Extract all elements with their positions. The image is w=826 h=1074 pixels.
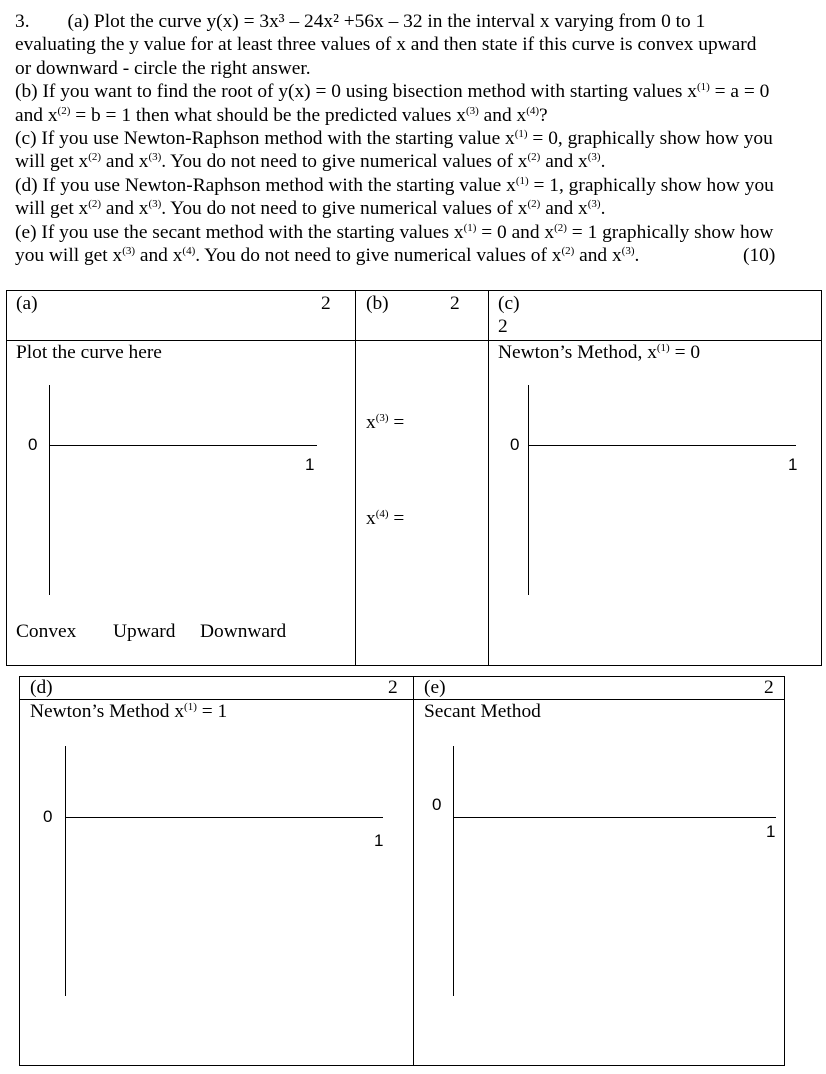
- part-d-text: will get x: [15, 198, 89, 220]
- part-e-text: = 0 and x: [476, 221, 555, 243]
- newton-c-title-text: Newton’s Method, x: [498, 342, 657, 363]
- part-a-text-2: evaluating the y value for at least three values of x and then state if this curve is convex upward: [15, 34, 757, 56]
- newton-c-title: [498, 342, 700, 364]
- part-e-text: and x: [574, 245, 622, 267]
- plot-c-one-label: 1: [788, 455, 798, 474]
- superscript: (1): [696, 81, 710, 94]
- part-c-text: . You do not need to give numerical values of x: [161, 151, 528, 173]
- cell-b-points: 2: [450, 293, 460, 314]
- superscript: (4): [182, 245, 196, 258]
- question-line-9: [15, 197, 815, 220]
- superscript: (2): [88, 151, 102, 164]
- cell-c-label: (c): [498, 293, 520, 314]
- superscript: (2): [527, 198, 541, 211]
- cell-c-points: 2: [498, 316, 508, 337]
- question-number: 3.: [15, 11, 30, 32]
- x3-var: x: [366, 412, 376, 433]
- plot-c-zero-label: 0: [510, 435, 520, 454]
- part-c-text: (c) If you use Newton-Raphson method with the starting value x: [15, 128, 515, 150]
- part-b-text: and x: [15, 104, 58, 126]
- x3-answer-label: [366, 412, 404, 434]
- superscript: (2): [561, 245, 575, 258]
- superscript: (2): [57, 104, 71, 117]
- superscript: (3): [465, 104, 479, 117]
- plot-e-one-label: 1: [766, 822, 776, 841]
- cell-e-label: (e): [424, 677, 446, 698]
- x4-var: x: [366, 508, 376, 529]
- plot-a-x-axis: [49, 445, 317, 446]
- part-d-text: . You do not need to give numerical values of x: [161, 198, 528, 220]
- part-b-text: = b = 1 then what should be the predicted values x: [70, 104, 466, 126]
- part-c-text: = 0, graphically show how you: [527, 128, 773, 150]
- question-line-6: [15, 127, 815, 150]
- plot-a-one-label: 1: [305, 455, 315, 474]
- x4-answer-label: [366, 508, 404, 530]
- cell-a-label: (a): [16, 293, 38, 314]
- question-line-4: [15, 80, 815, 103]
- part-b-text: ?: [539, 104, 548, 126]
- part-d-text: and x: [101, 198, 149, 220]
- question-line-3: [15, 57, 815, 80]
- question-line-5: [15, 104, 815, 127]
- superscript: (1): [463, 221, 477, 234]
- plot-a-zero-label: 0: [28, 435, 38, 454]
- plot-e-y-axis: [453, 746, 454, 996]
- part-e-text: and x: [135, 245, 183, 267]
- part-b-text: (b) If you want to find the root of y(x) = 0 using bisection method with starting values x: [15, 81, 697, 103]
- top-table-divider-ab: [355, 290, 356, 666]
- superscript: (1): [515, 174, 529, 187]
- top-table-divider-bc: [488, 290, 489, 666]
- upward-option[interactable]: Upward: [113, 621, 176, 642]
- plot-d-x-axis: [65, 817, 383, 818]
- plot-c-y-axis: [528, 385, 529, 595]
- part-b-text: = a = 0: [709, 81, 770, 103]
- plot-prompt: Plot the curve here: [16, 342, 162, 363]
- part-c-text: will get x: [15, 151, 89, 173]
- superscript: (3): [587, 151, 601, 164]
- part-e-text: .: [634, 245, 640, 267]
- plot-c-x-axis: [528, 445, 796, 446]
- superscript: (1): [184, 701, 197, 713]
- part-c-text: and x: [540, 151, 588, 173]
- bottom-table-divider-de: [413, 676, 414, 1066]
- cell-a-points: 2: [321, 293, 331, 314]
- superscript: (2): [88, 198, 102, 211]
- newton-d-title-text: = 1: [196, 701, 228, 722]
- question-line-10: [15, 221, 815, 244]
- cell-e-points: 2: [764, 677, 774, 698]
- plot-d-y-axis: [65, 746, 66, 996]
- cell-d-points: 2: [388, 677, 398, 698]
- plot-d-zero-label: 0: [43, 807, 53, 826]
- question-line-7: [15, 150, 815, 173]
- convex-label: Convex: [16, 621, 77, 642]
- secant-title: Secant Method: [424, 701, 541, 722]
- plot-e-zero-label: 0: [432, 795, 442, 814]
- downward-option[interactable]: Downward: [200, 621, 287, 642]
- part-d-text: .: [600, 198, 606, 220]
- part-e-text: = 1 graphically show how: [566, 221, 774, 243]
- plot-a-y-axis: [49, 385, 50, 595]
- superscript: (4): [526, 104, 540, 117]
- superscript: (3): [122, 245, 136, 258]
- part-a-text-3: or downward - circle the right answer.: [15, 57, 311, 79]
- cell-b-label: (b): [366, 293, 389, 314]
- bottom-table-header-divider: [19, 699, 785, 700]
- equals: =: [388, 412, 405, 433]
- superscript: (4): [375, 508, 389, 520]
- newton-c-title-text: = 0: [669, 342, 701, 363]
- part-a-text: (a) Plot the curve y(x) = 3x³ – 24x² +56x – 32 in the interval x varying from 0 to 1: [67, 11, 706, 32]
- question-line-1: [15, 10, 815, 33]
- question-text: [15, 10, 815, 267]
- superscript: (1): [514, 128, 528, 141]
- part-d-text: = 1, graphically show how you: [528, 174, 774, 196]
- top-table-header-divider: [6, 340, 822, 341]
- superscript: (3): [587, 198, 601, 211]
- plot-d-one-label: 1: [374, 831, 384, 850]
- part-d-text: (d) If you use Newton-Raphson method with the starting value x: [15, 174, 516, 196]
- superscript: (3): [621, 245, 635, 258]
- part-b-text: and x: [478, 104, 527, 126]
- cell-d-label: (d): [30, 677, 53, 698]
- superscript: (1): [656, 342, 670, 354]
- plot-e-x-axis: [453, 817, 776, 818]
- superscript: (3): [375, 412, 389, 424]
- bottom-answer-table: [19, 676, 785, 1066]
- superscript: (2): [527, 151, 541, 164]
- total-points: (10): [743, 245, 776, 267]
- part-d-text: and x: [540, 198, 588, 220]
- question-line-8: [15, 174, 815, 197]
- part-e-text: you will get x: [15, 245, 123, 267]
- part-c-text: and x: [101, 151, 149, 173]
- superscript: (3): [148, 198, 162, 211]
- newton-d-title: [30, 701, 227, 723]
- question-line-11: [15, 244, 815, 267]
- part-c-text: .: [600, 151, 606, 173]
- superscript: (2): [554, 221, 567, 234]
- part-e-text: . You do not need to give numerical values of x: [195, 245, 562, 267]
- question-line-2: [15, 33, 815, 56]
- superscript: (3): [148, 151, 162, 164]
- newton-d-title-text: Newton’s Method x: [30, 701, 185, 722]
- equals: =: [388, 508, 405, 529]
- part-e-text: (e) If you use the secant method with the starting values x: [15, 221, 464, 243]
